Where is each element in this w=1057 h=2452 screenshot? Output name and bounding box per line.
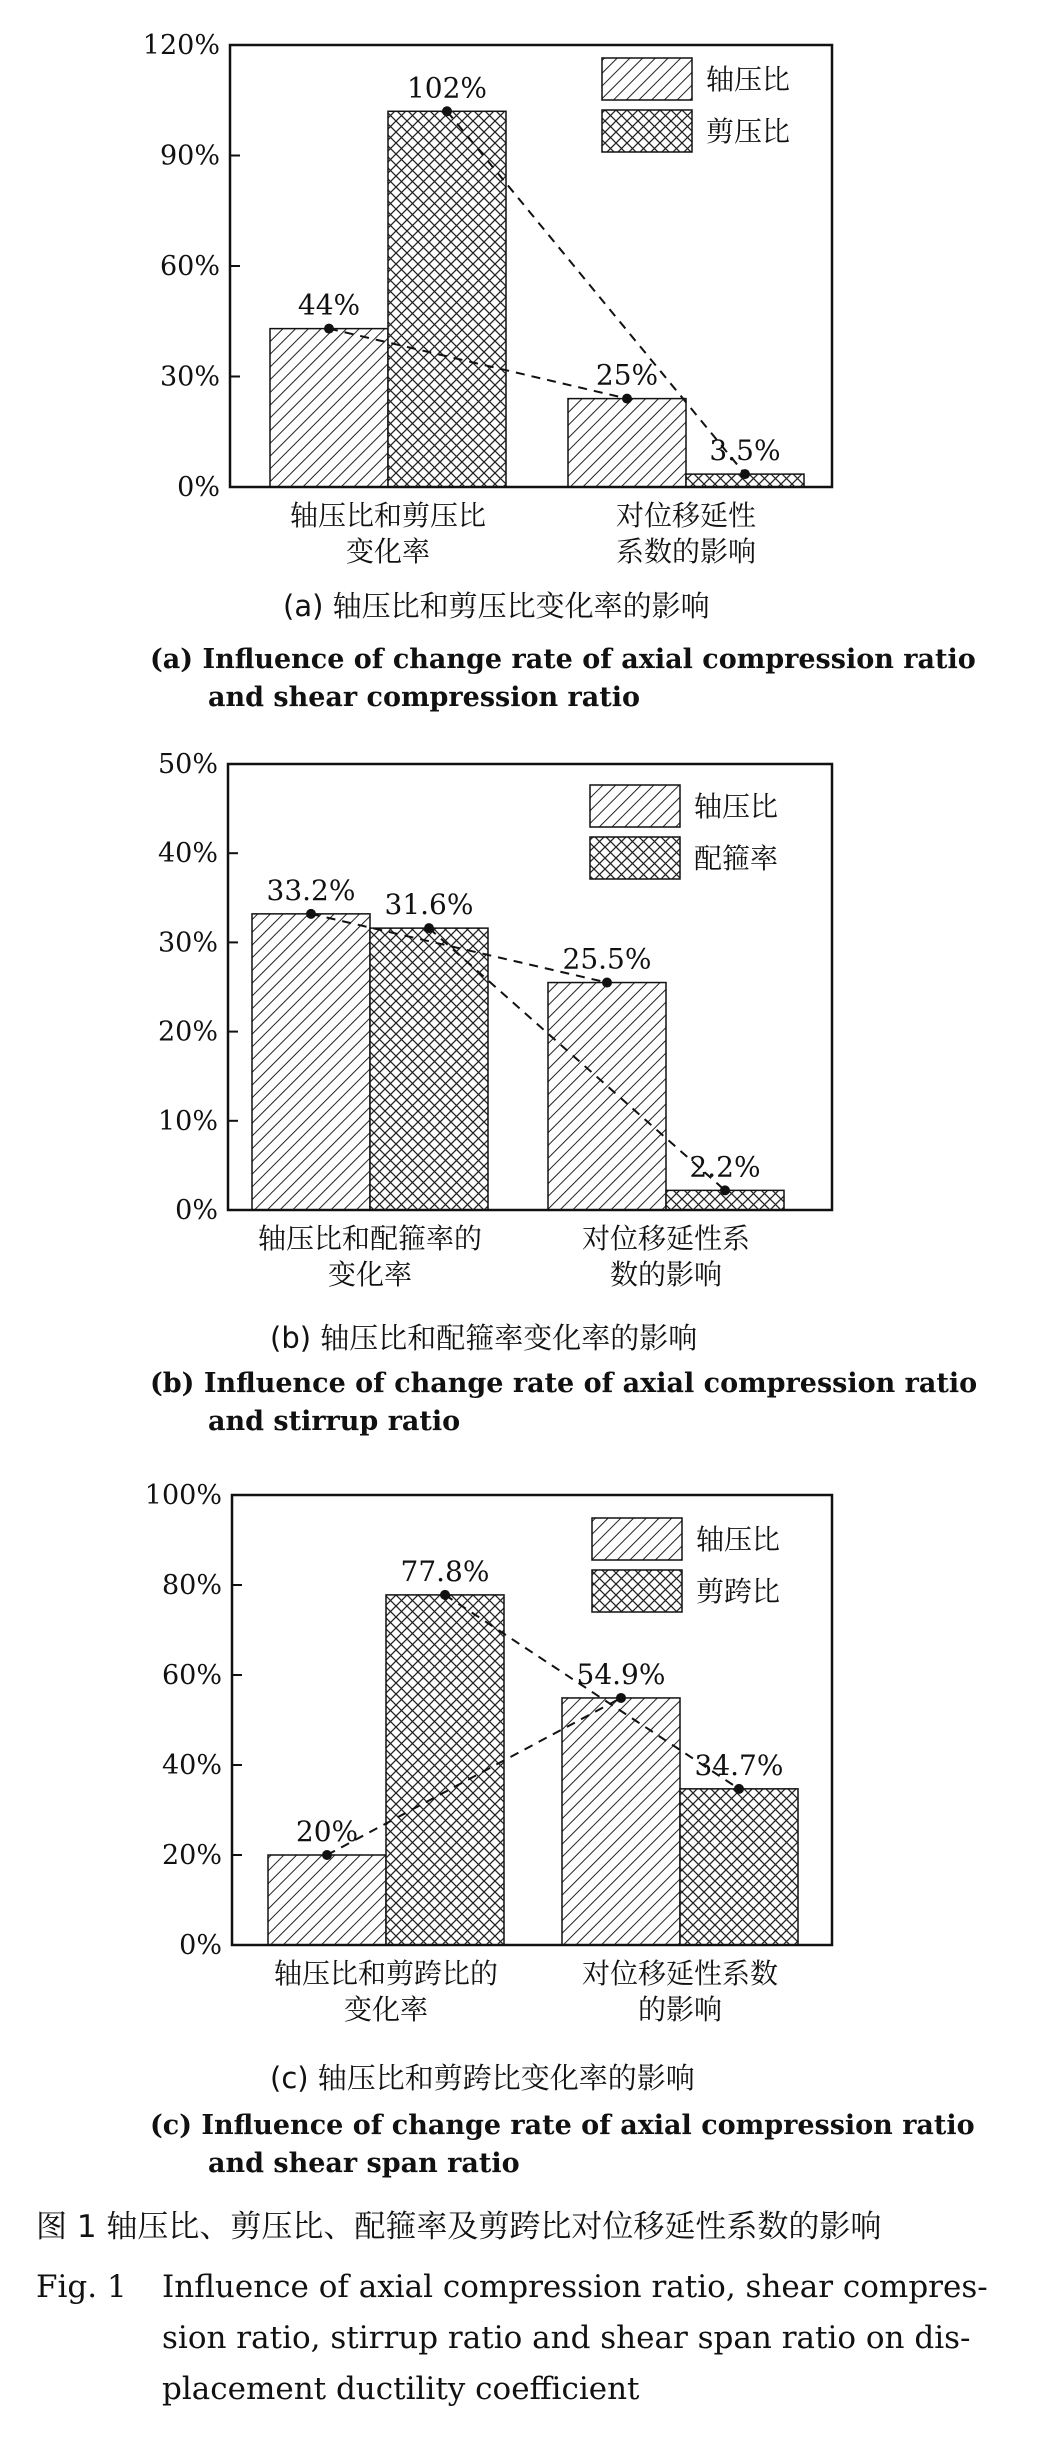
chart-panel-c xyxy=(145,1480,832,2026)
data-point xyxy=(324,324,334,334)
y-tick-label: 100% xyxy=(144,1480,222,1511)
x-category-label: 轴压比和配箍率的 xyxy=(257,1222,483,1255)
bar-a-s0-c1 xyxy=(568,399,686,487)
legend-label: 剪压比 xyxy=(706,115,791,148)
legend-label: 轴压比 xyxy=(696,1523,781,1556)
data-point xyxy=(442,106,452,116)
x-category-label: 对位移延性系数 xyxy=(581,1957,779,1990)
x-category-label: 的影响 xyxy=(637,1993,723,2026)
legend-swatch xyxy=(602,58,692,100)
caption-en-b-line2: and stirrup ratio xyxy=(208,1406,461,1437)
data-label: 25.5% xyxy=(562,942,652,976)
data-label: 102% xyxy=(406,71,488,105)
y-tick-label: 60% xyxy=(159,251,220,282)
x-category-label: 系数的影响 xyxy=(615,535,757,568)
figure-caption-en-line1: Influence of axial compression ratio, shear compres- xyxy=(162,2269,988,2305)
data-label: 3.5% xyxy=(709,434,781,468)
y-tick-label: 120% xyxy=(142,30,220,61)
x-category-label: 轴压比和剪压比 xyxy=(289,499,487,532)
legend-swatch xyxy=(592,1518,682,1560)
data-point xyxy=(720,1185,730,1195)
data-point xyxy=(424,923,434,933)
legend-swatch xyxy=(592,1570,682,1612)
figure-caption-en-line2: sion ratio, stirrup ratio and shear span ratio on dis- xyxy=(162,2320,971,2356)
figure-caption-en-label: Fig. 1 xyxy=(36,2269,127,2305)
y-tick-label: 60% xyxy=(161,1660,222,1691)
caption-cn-b: (b) 轴压比和配箍率变化率的影响 xyxy=(270,1321,698,1355)
x-category-label: 对位移延性系 xyxy=(581,1222,751,1255)
data-point xyxy=(440,1590,450,1600)
data-label: 44% xyxy=(297,288,361,322)
y-tick-label: 0% xyxy=(179,1930,222,1961)
data-label: 31.6% xyxy=(384,888,474,922)
data-label: 77.8% xyxy=(400,1554,490,1588)
chart-panel-a xyxy=(143,30,832,568)
legend-swatch xyxy=(602,110,692,152)
y-tick-label: 80% xyxy=(161,1570,222,1601)
figure-caption-cn: 图 1 轴压比、剪压比、配箍率及剪跨比对位移延性系数的影响 xyxy=(36,2209,882,2245)
caption-en-c-line1: (c) Influence of change rate of axial compression ratio xyxy=(150,2110,975,2141)
x-category-label: 变化率 xyxy=(327,1258,413,1291)
y-tick-label: 10% xyxy=(157,1105,218,1137)
data-point xyxy=(602,978,612,988)
y-tick-label: 30% xyxy=(159,361,220,393)
data-label: 20% xyxy=(295,1815,359,1848)
y-tick-label: 50% xyxy=(157,749,218,780)
y-tick-label: 90% xyxy=(159,140,220,172)
caption-en-a-line1: (a) Influence of change rate of axial compression ratio xyxy=(150,644,976,675)
x-category-label: 变化率 xyxy=(345,535,431,568)
data-label: 33.2% xyxy=(266,873,356,907)
y-tick-label: 40% xyxy=(157,838,218,870)
bar-c-s0-c1 xyxy=(562,1698,680,1945)
y-tick-label: 30% xyxy=(157,927,218,959)
x-category-label: 对位移延性 xyxy=(615,499,757,532)
legend-swatch xyxy=(590,837,680,879)
data-point xyxy=(616,1693,626,1703)
data-point xyxy=(740,469,750,479)
legend-label: 配箍率 xyxy=(694,842,779,875)
legend-label: 轴压比 xyxy=(694,790,779,823)
caption-cn-a: (a) 轴压比和剪压比变化率的影响 xyxy=(283,589,710,623)
figure-caption-en-line3: placement ductility coefficient xyxy=(162,2371,640,2407)
data-point xyxy=(622,394,632,404)
bar-a-s1-c0 xyxy=(388,111,506,487)
bar-b-s0-c0 xyxy=(252,914,370,1210)
data-point xyxy=(306,909,316,919)
bar-c-s1-c1 xyxy=(680,1789,798,1945)
y-tick-label: 0% xyxy=(175,1195,218,1226)
caption-en-a-line2: and shear compression ratio xyxy=(208,682,640,713)
x-category-label: 变化率 xyxy=(343,1993,429,2026)
data-label: 2.2% xyxy=(689,1150,761,1184)
chart-panel-b xyxy=(158,749,832,1291)
data-label: 25% xyxy=(595,358,659,392)
x-category-label: 数的影响 xyxy=(609,1258,723,1291)
bar-a-s0-c0 xyxy=(270,329,388,487)
legend-label: 轴压比 xyxy=(706,63,791,96)
caption-en-b-line1: (b) Influence of change rate of axial compression ratio xyxy=(150,1368,978,1399)
caption-en-c-line2: and shear span ratio xyxy=(208,2148,520,2179)
data-point xyxy=(322,1850,332,1860)
data-point xyxy=(734,1784,744,1794)
bar-c-s0-c0 xyxy=(268,1855,386,1945)
bar-b-s1-c0 xyxy=(370,928,488,1210)
legend-swatch xyxy=(590,785,680,827)
y-tick-label: 20% xyxy=(161,1840,222,1871)
caption-cn-c: (c) 轴压比和剪跨比变化率的影响 xyxy=(270,2061,695,2095)
legend-label: 剪跨比 xyxy=(696,1575,781,1608)
x-category-label: 轴压比和剪跨比的 xyxy=(273,1957,499,1990)
data-label: 54.9% xyxy=(576,1657,666,1691)
data-label: 34.7% xyxy=(694,1748,784,1782)
y-tick-label: 0% xyxy=(177,472,220,503)
bar-b-s0-c1 xyxy=(548,983,666,1210)
y-tick-label: 20% xyxy=(157,1016,218,1048)
y-tick-label: 40% xyxy=(161,1750,222,1781)
